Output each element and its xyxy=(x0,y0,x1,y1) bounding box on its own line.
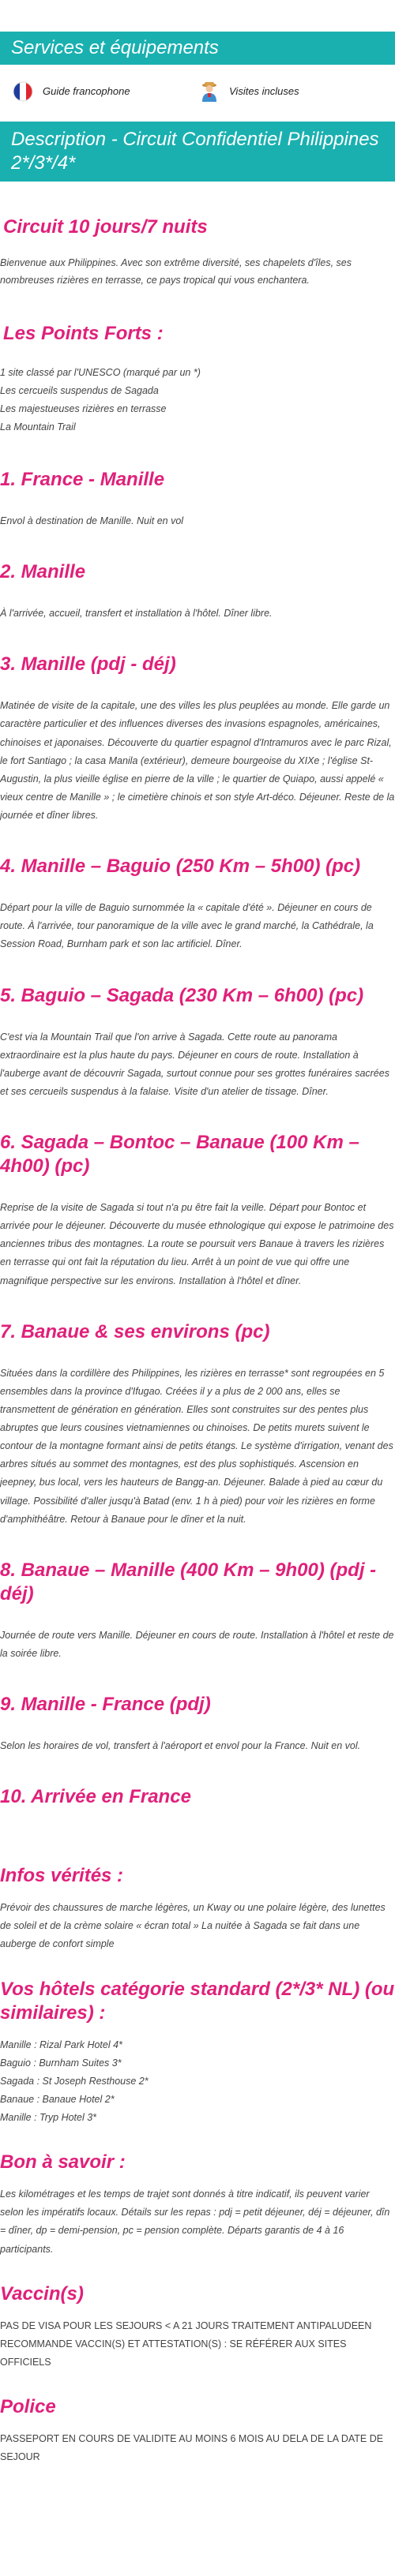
day-10 xyxy=(0,1785,395,1809)
vaccins-section xyxy=(0,2282,395,2372)
points-forts-item: Les majestueuses rizières en terrasse xyxy=(0,402,167,414)
infos-text: Prévoir des chaussures de marche légères, un Kway ou une polaire légère, des lunettes de soleil et de la crème solaire « écran total » La nuitée à Sagada se fait dans une auberge de confort simple xyxy=(0,1902,386,1950)
day-2 xyxy=(0,560,395,623)
service-visites-label: Visites incluses xyxy=(229,85,299,98)
description-banner: Description - Circuit Confidentiel Philippines 2*/3*/4* xyxy=(0,122,395,182)
day-title: 9. Manille - France (pdj) xyxy=(0,1694,211,1716)
vaccins-title: Vaccin(s) xyxy=(0,2282,84,2305)
day-title: 10. Arrivée en France xyxy=(0,1786,191,1808)
police-title: Police xyxy=(0,2396,56,2418)
day-text: Journée de route vers Manille. Déjeuner en cours de route. Installation à l'hôtel et reste de la soirée libre. xyxy=(0,1629,394,1659)
day-5 xyxy=(0,984,395,1102)
day-text: Situées dans la cordillère des Philippines, les rizières en terrasse* sont regroupées en 5 ensembles dans la province d'Ifugao. Créées il y a plus de 2 000 ans, elles se transmettent de génération en génération. Elles sont construites sur des pentes plus abruptes que leurs cousines vietnamiennes ou chinoises. De petits murets suivent le contour de la montagne formant ainsi de petits étangs. Le système d'irrigation, venant des arbres situés au sommet des montagnes, est des plus sophistiqués. Ascension en jeepney, bus local, vers les hauteurs de Bangg-an. Déjeuner. Balade à pied au cœur du village. Possibilité d'aller jusqu'à Batad (env. 1 h à pied) pour voir les rizières en forme d'amphithéâtre. Retour à Banaue pour le dîner et la nuit. xyxy=(0,1367,393,1525)
points-forts-list xyxy=(0,364,395,437)
day-title: 2. Manille xyxy=(0,561,86,583)
day-title: 5. Baguio – Sagada (230 Km – 6h00) (pc) xyxy=(0,984,364,1006)
services-list xyxy=(0,65,395,118)
circuit-title: Circuit 10 jours/7 nuits xyxy=(3,216,208,238)
hotels-title: Vos hôtels catégorie standard (2*/3* NL) (ou similaires) : xyxy=(0,1978,395,2024)
day-text: À l'arrivée, accueil, transfert et installation à l'hôtel. Dîner libre. xyxy=(0,608,273,620)
points-forts-item: Les cercueils suspendus de Sagada xyxy=(0,384,159,396)
hotel-item: Manille : Rizal Park Hotel 4* xyxy=(0,2039,122,2050)
hotels-section xyxy=(0,1978,395,2128)
day-title: 1. France - Manille xyxy=(0,469,165,491)
day-title: 4. Manille – Baguio (250 Km – 5h00) (pc) xyxy=(0,856,361,878)
french-flag-icon xyxy=(11,80,35,103)
hotel-item: Manille : Tryp Hotel 3* xyxy=(0,2112,97,2124)
infos-section xyxy=(0,1864,395,1953)
bon-a-savoir-title: Bon à savoir : xyxy=(0,2151,126,2174)
day-1 xyxy=(0,468,395,530)
guide-person-icon xyxy=(198,80,221,103)
day-9 xyxy=(0,1693,395,1755)
bon-a-savoir-section xyxy=(0,2151,395,2259)
service-guide-label: Guide francophone xyxy=(43,85,130,98)
day-8 xyxy=(0,1559,395,1663)
day-title: 6. Sagada – Bontoc – Banaue (100 Km – 4h00) (pc) xyxy=(0,1132,359,1178)
day-title: 3. Manille (pdj - déj) xyxy=(0,653,176,676)
day-title: 7. Banaue & ses environs (pc) xyxy=(0,1320,270,1342)
day-text: Départ pour la ville de Baguio surnommée la « capitale d'été ». Déjeuner en cours de route. À l'arrivée, tour panoramique de la ville avec le grand marché, la Cathédrale, la Session Road, Burnham park et son lac artificiel. Dîner. xyxy=(0,902,374,950)
hotel-item: Banaue : Banaue Hotel 2* xyxy=(0,2093,115,2105)
day-3 xyxy=(0,653,395,825)
police-section xyxy=(0,2395,395,2466)
service-visites xyxy=(198,80,384,103)
police-text: PASSEPORT EN COURS DE VALIDITE AU MOINS 6 MOIS AU DELA DE LA DATE DE SEJOUR xyxy=(0,2433,384,2463)
services-banner: Services et équipements xyxy=(0,32,395,65)
day-7 xyxy=(0,1320,395,1529)
day-title: 8. Banaue – Manille (400 Km – 9h00) (pdj - déj) xyxy=(0,1559,377,1604)
hotel-item: Baguio : Burnham Suites 3* xyxy=(0,2057,122,2069)
day-text: Envol à destination de Manille. Nuit en vol xyxy=(0,515,184,527)
points-forts-item: 1 site classé par l'UNESCO (marqué par un *) xyxy=(0,366,201,378)
vaccins-text: PAS DE VISA POUR LES SEJOURS < A 21 JOURS TRAITEMENT ANTIPALUDEEN RECOMMANDE VACCIN(S) ET ATTESTATION(S) : SE RÉFÉRER AUX SITES OFFICIELS xyxy=(0,2320,372,2368)
day-text: Selon les horaires de vol, transfert à l'aéroport et envol pour la France. Nuit en vol. xyxy=(0,1740,361,1752)
day-text: Matinée de visite de la capitale, une des villes les plus peuplées au monde. Elle garde un caractère particulier et des influences diverses des invasions espagnoles, américaines, chinoises et japonaises. Découverte du quartier espagnol d'Intramuros avec le parc Rizal, le fort Santiago ; la casa Manila (extérieur), demeure bourgeoise du XIXe ; l'église St-Augustin, la plus vieille église en pierre de la ville ; le quartier de Quiapo, aussi appelé « vieux centre de Manille » ; le cimetière chinois et son style Art-déco. Déjeuner. Reste de la journée et dîner libres. xyxy=(0,700,395,822)
service-guide xyxy=(11,80,198,103)
infos-title: Infos vérités : xyxy=(0,1865,124,1887)
day-6 xyxy=(0,1131,395,1290)
hotel-item: Sagada : St Joseph Resthouse 2* xyxy=(0,2075,149,2087)
day-text: C'est via la Mountain Trail que l'on arrive à Sagada. Cette route au panorama extraordinaire est la plus haute du pays. Déjeuner en cours de route. Installation à l'auberge avant de découvrir Sagada, surtout connue pour ses grottes funéraires sacrées et ses cercueils suspendus à la falaise. Visite d'un atelier de tissage. Dîner. xyxy=(0,1031,389,1097)
description-content xyxy=(0,216,395,2466)
intro-text: Bienvenue aux Philippines. Avec son extrême diversité, ses chapelets d'îles, ses nombreuses rizières en terrasse, ce pays tropical qui vous enchantera. xyxy=(0,256,352,286)
points-forts-item: La Mountain Trail xyxy=(0,421,76,432)
bon-a-savoir-text: Les kilométrages et les temps de trajet sont donnés à titre indicatif, ils peuvent varier selon les impératifs locaux. Détails sur les repas : pdj = petit déjeuner, déj = déjeuner, dîn = dîner, dp = demi-pension, pc = pension complète. Départs garantis de 4 à 16 participants. xyxy=(0,2188,390,2255)
day-4 xyxy=(0,855,395,953)
day-text: Reprise de la visite de Sagada si tout n'a pu être fait la veille. Départ pour Bontoc et arrivée pour le déjeuner. Découverte du musée ethnologique qui expose le patrimoine des anciennes tribus des montagnes. La route se poursuit vers Banaue à travers les rizières en terrasse qui ont fait la réputation du lieu. Arrêt à un point de vue qui offre une magnifique perspective sur les environs. Installation à l'hôtel et dîner. xyxy=(0,1202,394,1286)
hotels-list xyxy=(0,2036,395,2128)
points-forts-title: Les Points Forts : xyxy=(3,322,164,344)
